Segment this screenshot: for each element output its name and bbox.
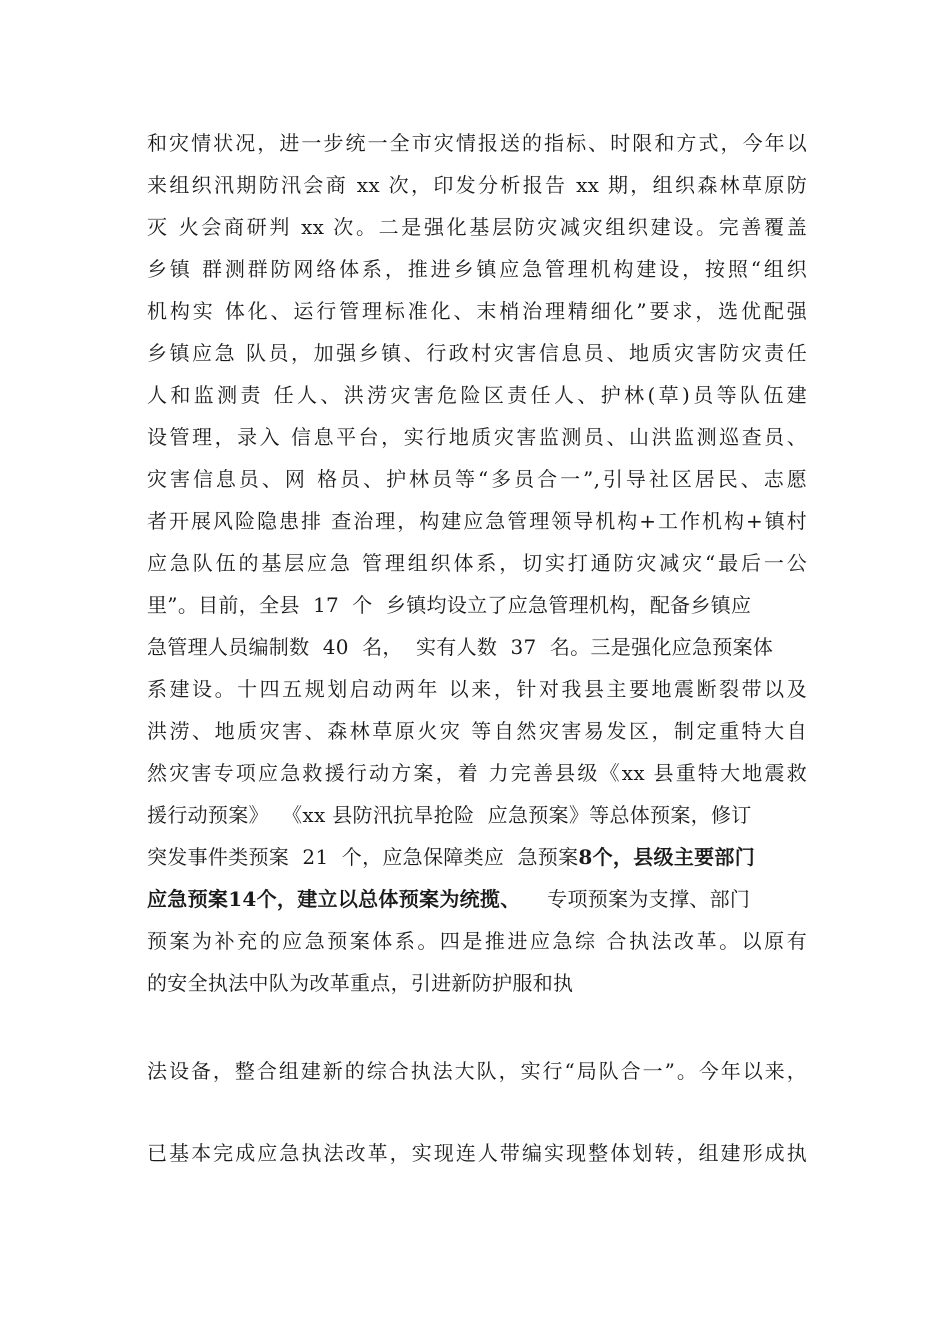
text-line: 援行动预案》 《xx 县防汛抗旱抢险 应急预案》等总体预案，修订 — [147, 803, 752, 827]
text-line: 和灾情状况，进一步统一全市灾情报送的指标、时限和方式，今年以 — [147, 131, 807, 155]
text-line: 然灾害专项应急救援行动方案，着 力完善县级《xx 县重特大地震救 — [147, 761, 807, 785]
text-line: 应急队伍的基层应急 管理组织体系，切实打通防灾减灾“最后一公 — [147, 551, 807, 575]
text-line: 的安全执法中队为改革重点，引进新防护服和执 — [147, 971, 574, 995]
text-line: 乡镇 群测群防网络体系，推进乡镇应急管理机构建设，按照“组织 — [147, 257, 807, 281]
text-line: 灾害信息员、网 格员、护林员等“多员合一”,引导社区居民、志愿 — [147, 467, 807, 491]
text-line: 灭 火会商研判 xx 次。二是强化基层防灾减灾组织建设。完善覆盖 — [147, 215, 807, 239]
text-line: 人和监测责 任人、洪涝灾害危险区责任人、护林(草)员等队伍建 — [147, 383, 807, 407]
text-segment-bold: 应急预案14个，建立以总体预案为统揽、 — [147, 887, 521, 911]
text-segment-bold: 8个，县级主要部门 — [578, 845, 756, 869]
text-line: 预案为补充的应急预案体系。四是推进应急综 合执法改革。以原有 — [147, 929, 807, 953]
text-line: 乡镇应急 队员，加强乡镇、行政村灾害信息员、地质灾害防灾责任 — [147, 341, 807, 365]
text-segment: 突发事件类预案 21 个，应急保障类应 急预案 — [147, 845, 579, 869]
text-line-mixed — [147, 841, 807, 873]
text-line: 系建设。十四五规划启动两年 以来，针对我县主要地震断裂带以及 — [147, 677, 807, 701]
text-line: 法设备，整合组建新的综合执法大队，实行“局队合一”。今年以来， — [147, 1059, 807, 1083]
text-segment: 专项预案为支撑、部门 — [520, 887, 751, 911]
text-line: 者开展风险隐患排 查治理，构建应急管理领导机构+工作机构+镇村 — [147, 509, 807, 533]
text-line: 洪涝、地质灾害、森林草原火灾 等自然灾害易发区，制定重特大自 — [147, 719, 807, 743]
text-line: 来组织汛期防汛会商 xx 次，印发分析报告 xx 期，组织森林草原防 — [147, 173, 807, 197]
text-line: 已基本完成应急执法改革，实现连人带编实现整体划转，组建形成执 — [147, 1141, 807, 1165]
text-line: 机构实 体化、运行管理标准化、末梢治理精细化”要求，选优配强 — [147, 299, 807, 323]
text-line: 设管理，录入 信息平台，实行地质灾害监测员、山洪监测巡查员、 — [147, 425, 807, 449]
text-line: 急管理人员编制数 40 名， 实有人数 37 名。三是强化应急预案体 — [147, 635, 774, 659]
text-line-mixed — [147, 883, 807, 915]
text-line: 里”。目前，全县 17 个 乡镇均设立了应急管理机构，配备乡镇应 — [147, 593, 752, 617]
